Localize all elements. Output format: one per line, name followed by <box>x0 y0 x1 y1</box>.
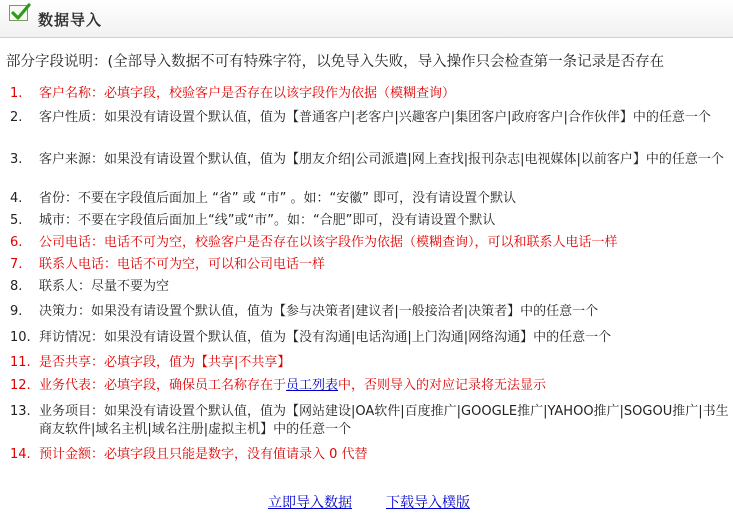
field-text: 是否共享：必填字段，值为【共享|不共享】 <box>39 355 291 370</box>
field-number: 14. <box>10 447 31 462</box>
field-text: 城市：不要在字段值后面加上“线”或“市”。如：“合肥”即可，没有请设置个默认 <box>39 213 496 228</box>
field-text: 预计金额：必填字段且只能是数字，没有值请录入 0 代替 <box>39 447 368 462</box>
field-number: 11. <box>10 355 31 370</box>
import-now-link[interactable]: 立即导入数据 <box>268 495 352 511</box>
field-text: 联系人：尽量不要为空 <box>39 279 170 294</box>
download-template-link[interactable]: 下载导入樸版 <box>386 495 470 511</box>
page-title: 数据导入 <box>38 11 103 29</box>
employee-list-link[interactable]: 员工列表 <box>286 378 339 393</box>
field-number: 8. <box>10 279 23 294</box>
field-number: 6. <box>10 235 23 250</box>
field-number: 9. <box>10 304 23 319</box>
field-number: 3. <box>10 152 23 167</box>
checkmark-icon <box>9 5 28 21</box>
field-text: 客户名称：必填字段，校验客户是否存在以该字段作为依据（模糊查询） <box>39 86 456 101</box>
field-number: 1. <box>10 86 23 101</box>
field-number: 2. <box>10 110 23 125</box>
field-number: 5. <box>10 213 23 228</box>
field-number: 12. <box>10 378 31 393</box>
field-text: 客户性质：如果没有请设置个默认值，值为【普通客户|老客户|兴趣客户|集团客户|政府客户|合作伙伴】中的任意一个 <box>39 110 711 125</box>
field-number: 10. <box>10 330 31 345</box>
field-text <box>39 377 729 395</box>
field-number: 7. <box>10 257 23 272</box>
field-text: 业务项目：如果没有请设置个默认值，值为【网站建设|OA软件|百度推广|GOOGLE推广|YAHOO推广|SOGOU推广|书生商友软件|域名主机|域名注册|虚拟主机】中的任意一个 <box>39 404 729 437</box>
field-text-after: 中，否则导入的对应记录将无法显示 <box>338 378 547 393</box>
field-text: 拜访情况：如果没有请设置个默认值，值为【没有沟通|电话沟通|上门沟通|网络沟通】中的任意一个 <box>39 330 612 345</box>
field-text-before: 业务代表：必填字段，确保员工名称存在于 <box>39 378 287 393</box>
field-description-intro: 部分字段说明：(全部导入数据不可有特殊字符，以免导入失败，导入操作只会检查第一条记录是否存在 <box>6 54 665 70</box>
field-text: 省份：不要在字段值后面加上 “省” 或 “市” 。如：“安徽” 即可，没有请设置个默认 <box>39 191 517 206</box>
field-text: 公司电话：电话不可为空，校验客户是否存在以该字段作为依据（模糊查询），可以和联系人电话一样 <box>39 235 618 250</box>
field-text: 联系人电话：电话不可为空，可以和公司电话一样 <box>39 257 326 272</box>
field-text: 决策力：如果没有请设置个默认值，值为【参与决策者|建议者|一般接洽者|决策者】中的任意一个 <box>39 304 599 319</box>
field-number: 13. <box>10 404 31 419</box>
title-bar <box>0 0 733 38</box>
field-text: 客户来源：如果没有请设置个默认值，值为【朋友介绍|公司派遣|网上查找|报刊杂志|电视媒体|以前客户】中的任意一个 <box>39 152 724 167</box>
field-number: 4. <box>10 191 23 206</box>
